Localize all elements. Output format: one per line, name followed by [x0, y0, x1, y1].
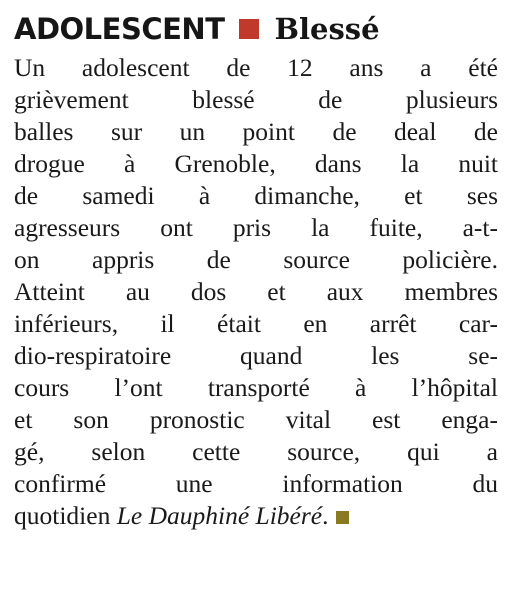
red-square-icon	[239, 19, 259, 39]
body-line: de samedi à dimanche, et ses	[14, 181, 498, 210]
body-line: confirmé une information du	[14, 469, 498, 498]
body-line: balles sur un point de deal de	[14, 117, 498, 146]
body-last-line	[14, 500, 498, 532]
kicker-label: ADOLESCENT	[14, 12, 225, 46]
body-line: cours l’ont transporté à l’hôpital	[14, 373, 498, 402]
newspaper-name: Le Dauphiné Libéré	[116, 501, 323, 530]
headline-title: Blessé	[274, 12, 380, 46]
article-body	[14, 52, 498, 532]
body-line: agresseurs ont pris la fuite, a-t-	[14, 213, 498, 242]
body-line: on appris de source policière.	[14, 245, 498, 274]
body-line: dio-respiratoire quand les se-	[14, 341, 498, 370]
body-line: Atteint au dos et aux membres	[14, 277, 498, 306]
end-of-article-square-icon	[336, 511, 349, 524]
body-line: grièvement blessé de plusieurs	[14, 85, 498, 114]
last-line-suffix: .	[322, 501, 329, 530]
last-line-prefix: quotidien	[14, 501, 117, 530]
body-line: Un adolescent de 12 ans a été	[14, 53, 498, 82]
headline	[14, 6, 498, 52]
body-line: drogue à Grenoble, dans la nuit	[14, 149, 498, 178]
body-line: et son pronostic vital est enga-	[14, 405, 498, 434]
news-brief	[14, 6, 498, 532]
body-line: gé, selon cette source, qui a	[14, 437, 498, 466]
body-line: inférieurs, il était en arrêt car-	[14, 309, 498, 338]
